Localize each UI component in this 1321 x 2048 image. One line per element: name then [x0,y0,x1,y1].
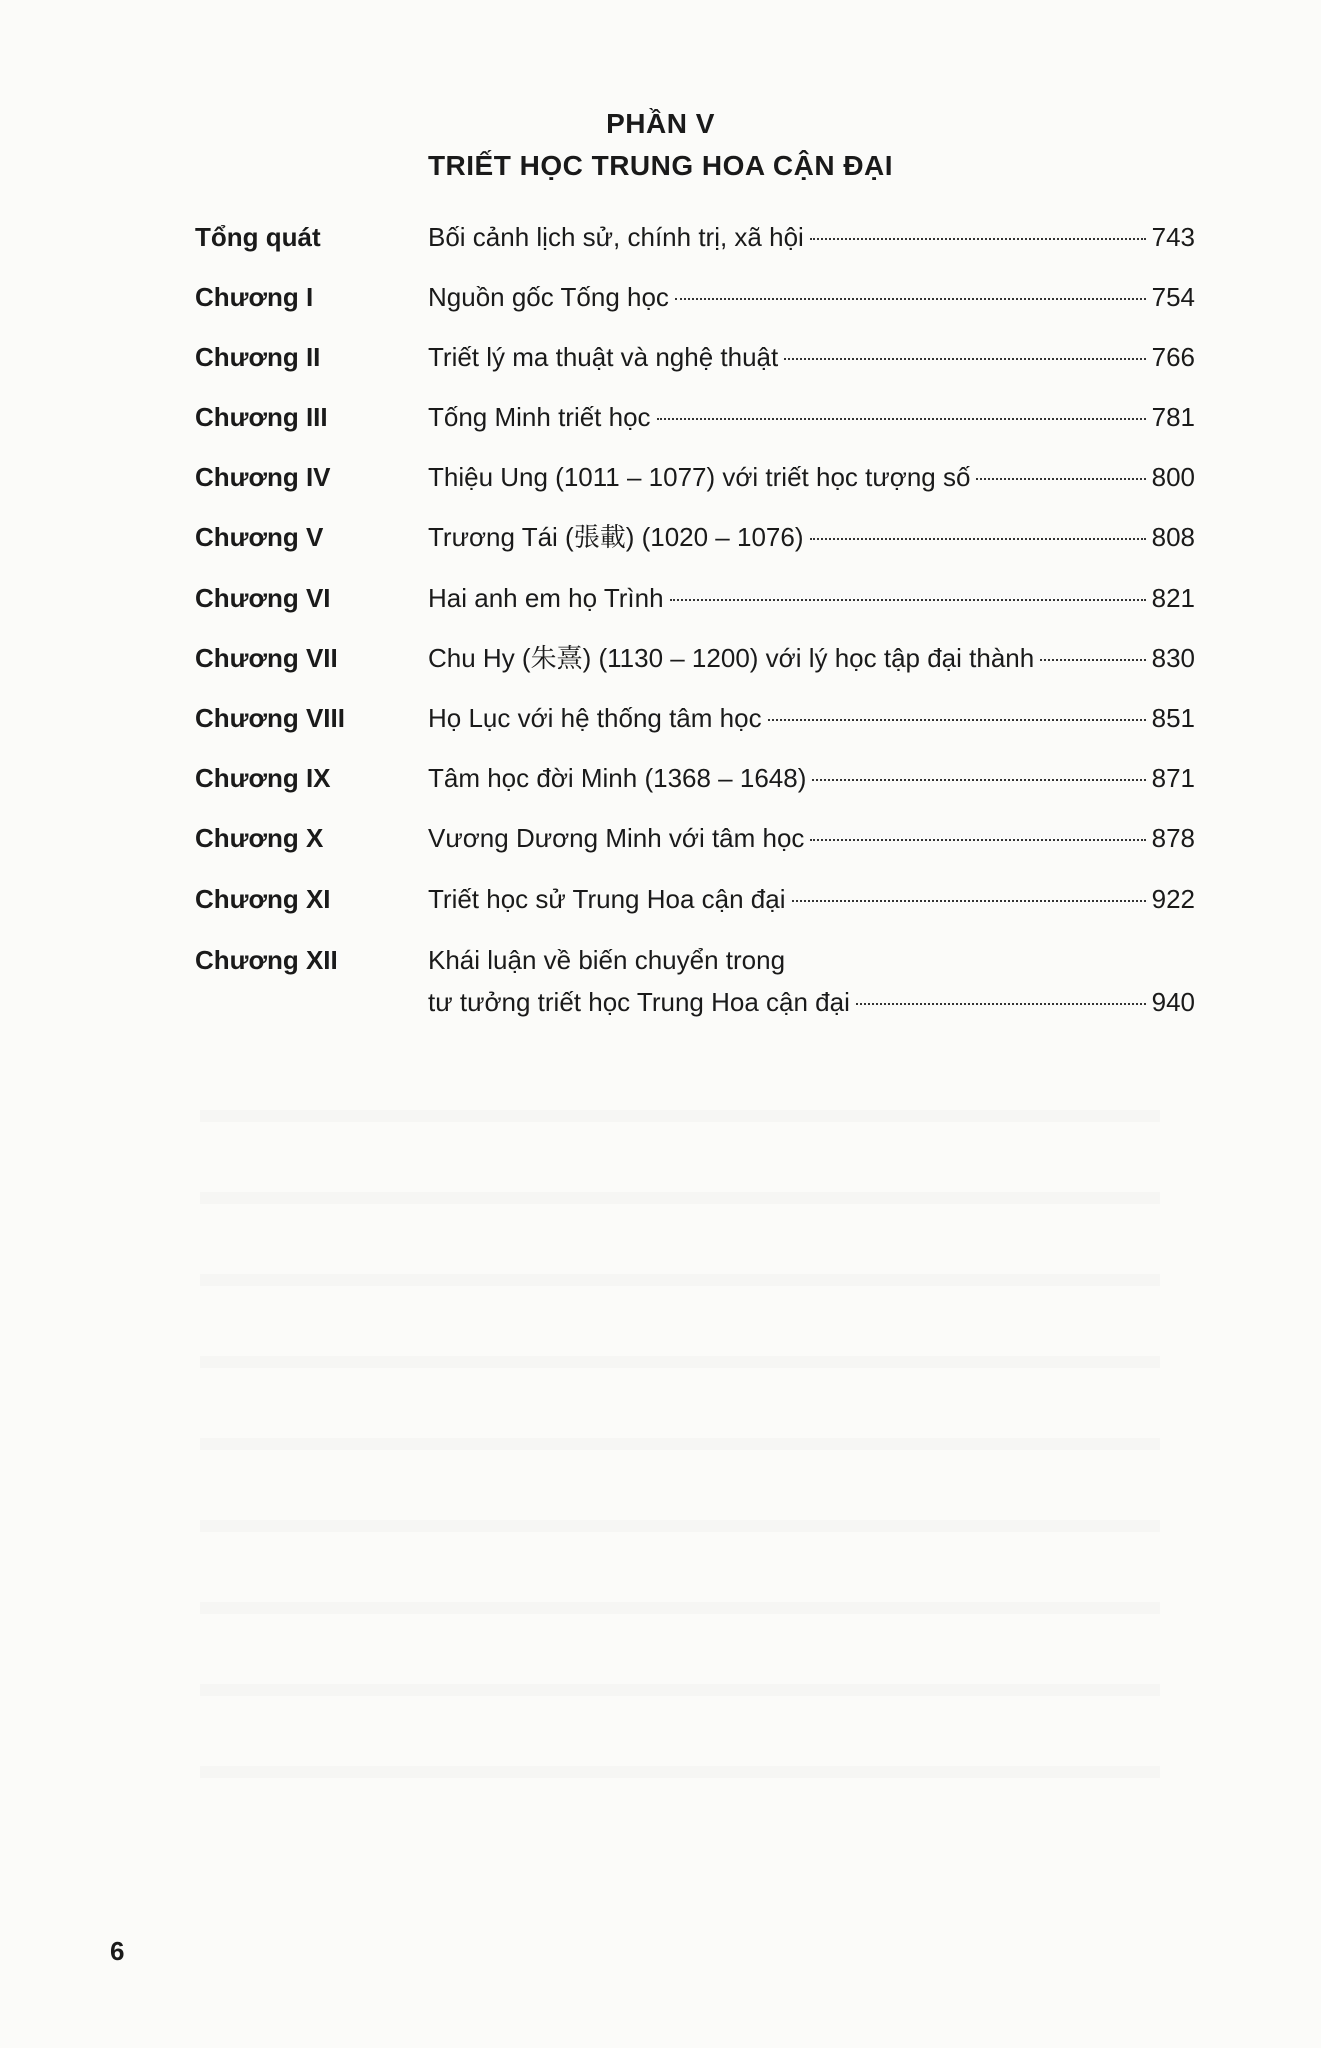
page-number: 6 [110,1936,125,1966]
toc-entry [428,879,1195,919]
toc-row [195,758,1195,798]
dot-leader [856,1003,1146,1005]
toc-row [195,818,1195,858]
toc-label: Tổng quát [195,222,321,252]
toc-label: Chương VIII [195,703,345,733]
toc-title: Trương Tái (張載) (1020 – 1076) [428,522,804,552]
toc-row [195,397,1195,437]
bleed-through-shadow [200,1040,1160,1800]
toc-title: Vương Dương Minh với tâm học [428,823,805,853]
toc-entry [428,698,1195,738]
toc-title: Chu Hy (朱熹) (1130 – 1200) với lý học tập đại thành [428,643,1035,673]
toc-row [195,879,1195,919]
toc-page-number: 800 [1151,462,1195,492]
dot-leader [1040,659,1145,661]
toc-title-line-2: tư tưởng triết học Trung Hoa cận đại [428,987,850,1017]
toc-page-number: 940 [1151,987,1195,1017]
dot-leader [810,839,1145,841]
toc-title: Họ Lục với hệ thống tâm học [428,703,762,733]
toc-entry [428,578,1195,618]
toc-page-number: 922 [1151,884,1195,914]
toc-label: Chương II [195,342,321,372]
toc-row [195,578,1195,618]
toc-page-number: 851 [1151,703,1195,733]
toc-row [195,638,1195,678]
toc-label: Chương IV [195,462,331,492]
part-title: TRIẾT HỌC TRUNG HOA CẬN ĐẠI [427,150,894,181]
toc-title: Bối cảnh lịch sử, chính trị, xã hội [428,222,804,252]
dot-leader [810,538,1146,540]
part-heading: PHẦN V [606,108,715,139]
toc-entry [428,818,1195,858]
dot-leader [812,779,1145,781]
toc-page-number: 766 [1151,342,1195,372]
toc-title: Tống Minh triết học [428,402,651,432]
dot-leader [792,900,1146,902]
toc-label: Chương IX [195,763,331,793]
toc-title: Triết học sử Trung Hoa cận đại [428,884,786,914]
toc-label: Chương III [195,402,328,432]
toc-entry [428,277,1195,317]
toc-entry [428,982,1195,1022]
toc-page-number: 808 [1151,522,1195,552]
dot-leader [976,478,1145,480]
dot-leader [784,358,1145,360]
dot-leader [670,599,1146,601]
toc-row [195,457,1195,497]
toc-entry [428,758,1195,798]
toc-title: Thiệu Ung (1011 – 1077) với triết học tượng số [428,462,971,492]
toc-entry [428,517,1195,557]
toc-label: Chương V [195,522,324,552]
toc-label: Chương I [195,282,314,312]
toc-row [195,277,1195,317]
toc-label: Chương VII [195,643,338,673]
toc-page-number: 878 [1151,823,1195,853]
toc-row [195,337,1195,377]
toc-page-number: 871 [1151,763,1195,793]
toc-entry [428,638,1195,678]
toc-title: Triết lý ma thuật và nghệ thuật [428,342,779,372]
toc-label: Chương XI [195,884,331,914]
dot-leader [768,719,1146,721]
toc-title: Hai anh em họ Trình [428,583,664,613]
toc-row [195,940,1195,1022]
toc-page-number: 781 [1151,402,1195,432]
toc-title-line-1: Khái luận về biến chuyển trong [428,945,786,975]
toc-label: Chương X [195,823,324,853]
toc-page-number: 754 [1151,282,1195,312]
toc-page-number: 743 [1151,222,1195,252]
toc-entry [428,217,1195,257]
toc-row [195,698,1195,738]
toc-entry [428,457,1195,497]
toc-row [195,517,1195,557]
dot-leader [657,418,1146,420]
dot-leader [810,238,1146,240]
toc-entry [428,397,1195,437]
toc-label: Chương VI [195,583,331,613]
toc-page-number: 830 [1151,643,1195,673]
toc-label: Chương XII [195,945,338,975]
toc-title: Tâm học đời Minh (1368 – 1648) [428,763,807,793]
dot-leader [675,298,1146,300]
toc-entry [428,337,1195,377]
toc-page-number: 821 [1151,583,1195,613]
toc-row [195,217,1195,257]
toc-title: Nguồn gốc Tống học [428,282,669,312]
